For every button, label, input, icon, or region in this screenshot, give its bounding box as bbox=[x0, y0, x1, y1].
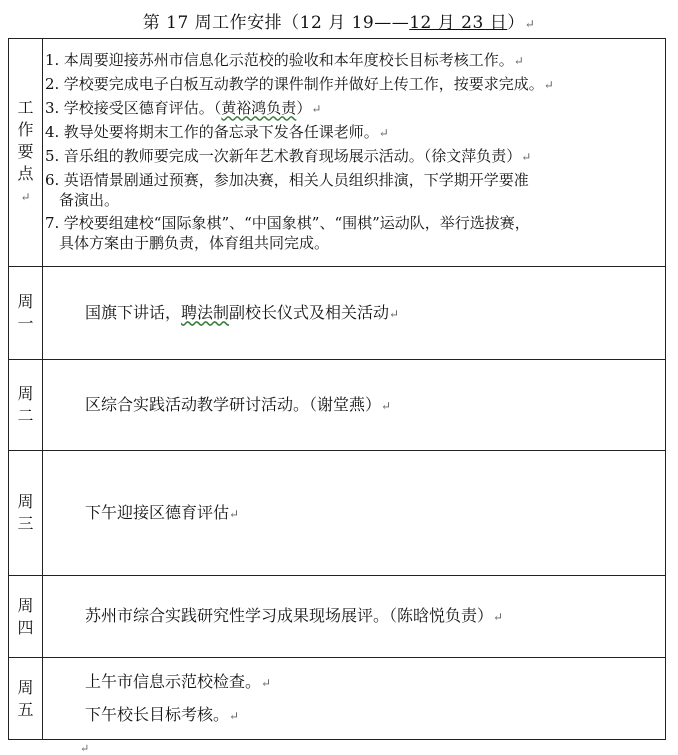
day-label-char: 五 bbox=[17, 699, 34, 719]
list-item: 4. 教导处要将期末工作的备忘录下发各任课老师。↵ bbox=[45, 122, 389, 141]
list-item: 2. 学校要完成电子白板互动教学的课件制作并做好上传工作，按要求完成。↵ bbox=[45, 74, 554, 93]
day-content-cell: 上午市信息示范校检查。↵ 下午校长目标考核。↵ bbox=[43, 658, 666, 740]
points-label-char: 工 bbox=[17, 98, 34, 117]
table-row-day bbox=[9, 267, 666, 360]
points-label-char: 要 bbox=[17, 142, 34, 161]
day-content-cell: 下午迎接区德育评估↵ bbox=[43, 451, 666, 576]
day-content-cell: 苏州市综合实践研究性学习成果现场展评。（陈晗悦负责）↵ bbox=[43, 576, 666, 658]
day-label-char: 周 bbox=[17, 292, 34, 311]
day-content-cell: 区综合实践活动教学研讨活动。（谢堂燕）↵ bbox=[43, 360, 666, 451]
list-item: 1. 本周要迎接苏州市信息化示范校的验收和本年度校长目标考核工作。↵ bbox=[45, 50, 524, 69]
points-content-cell bbox=[43, 39, 666, 267]
day-label-cell bbox=[9, 267, 43, 360]
list-item: 5. 音乐组的教师要完成一次新年艺术教育现场展示活动。（徐文萍负责）↵ bbox=[45, 146, 532, 165]
title-date-underlined: 12 月 23 日 bbox=[409, 13, 508, 33]
table-row-day bbox=[9, 576, 666, 658]
points-label-char: 点 bbox=[17, 164, 34, 183]
day-label-char: 四 bbox=[17, 617, 34, 637]
paragraph-mark-icon: ↵ bbox=[524, 17, 536, 31]
day-label-cell bbox=[9, 576, 43, 658]
title-suffix: ） bbox=[507, 13, 525, 33]
page-title bbox=[0, 8, 678, 33]
title-prefix: 第 17 周工作安排（12 月 19—— bbox=[142, 13, 410, 33]
list-item: 6. 英语情景剧通过预赛，参加决赛，相关人员组织排演，下学期开学要准 备演出。 bbox=[45, 170, 529, 209]
day-line: 下午校长目标考核。 bbox=[85, 704, 230, 724]
day-label-char: 一 bbox=[17, 314, 34, 333]
list-item: 7. 学校要组建校“国际象棋”、“中国象棋”、“围棋”运动队，举行选拔赛， 具体方案由于鹏负责，体育组共同完成。 bbox=[45, 213, 530, 252]
day-content-cell: 国旗下讲话，聘法制副校长仪式及相关活动↵ bbox=[43, 267, 666, 360]
points-label-cell bbox=[9, 39, 43, 267]
list-item: 3. 学校接受区德育评估。（黄裕鸿负责）↵ bbox=[45, 98, 322, 117]
day-label-char: 周 bbox=[17, 677, 34, 697]
table-row-day bbox=[9, 451, 666, 576]
day-label-char: 周 bbox=[17, 595, 34, 615]
day-label-cell bbox=[9, 658, 43, 740]
day-label-char: 三 bbox=[17, 514, 34, 533]
schedule-table bbox=[8, 38, 666, 740]
day-line: 国旗下讲话，聘法制副校长仪式及相关活动 bbox=[85, 302, 390, 322]
points-label-char: 作 bbox=[17, 120, 34, 139]
day-line: 区综合实践活动教学研讨活动。（谢堂燕） bbox=[85, 394, 382, 414]
points-list bbox=[43, 46, 665, 260]
day-line: 苏州市综合实践研究性学习成果现场展评。（陈晗悦负责） bbox=[85, 606, 494, 625]
point-3-text: 学校接受区德育评估。（黄裕鸿负责） bbox=[63, 98, 312, 117]
table-row-day bbox=[9, 658, 666, 740]
paragraph-mark-icon: ↵ bbox=[20, 190, 31, 204]
table-row-day bbox=[9, 360, 666, 451]
day-label-char: 二 bbox=[17, 406, 34, 425]
paragraph-mark-icon: ↵ bbox=[80, 742, 90, 755]
table-row-points bbox=[9, 39, 666, 267]
day-label-cell bbox=[9, 360, 43, 451]
day-label-char: 周 bbox=[17, 492, 34, 511]
day-line: 下午迎接区德育评估 bbox=[85, 502, 230, 522]
day-line: 上午市信息示范校检查。 bbox=[85, 671, 262, 691]
day-label-cell bbox=[9, 451, 43, 576]
day-label-char: 周 bbox=[17, 384, 34, 403]
